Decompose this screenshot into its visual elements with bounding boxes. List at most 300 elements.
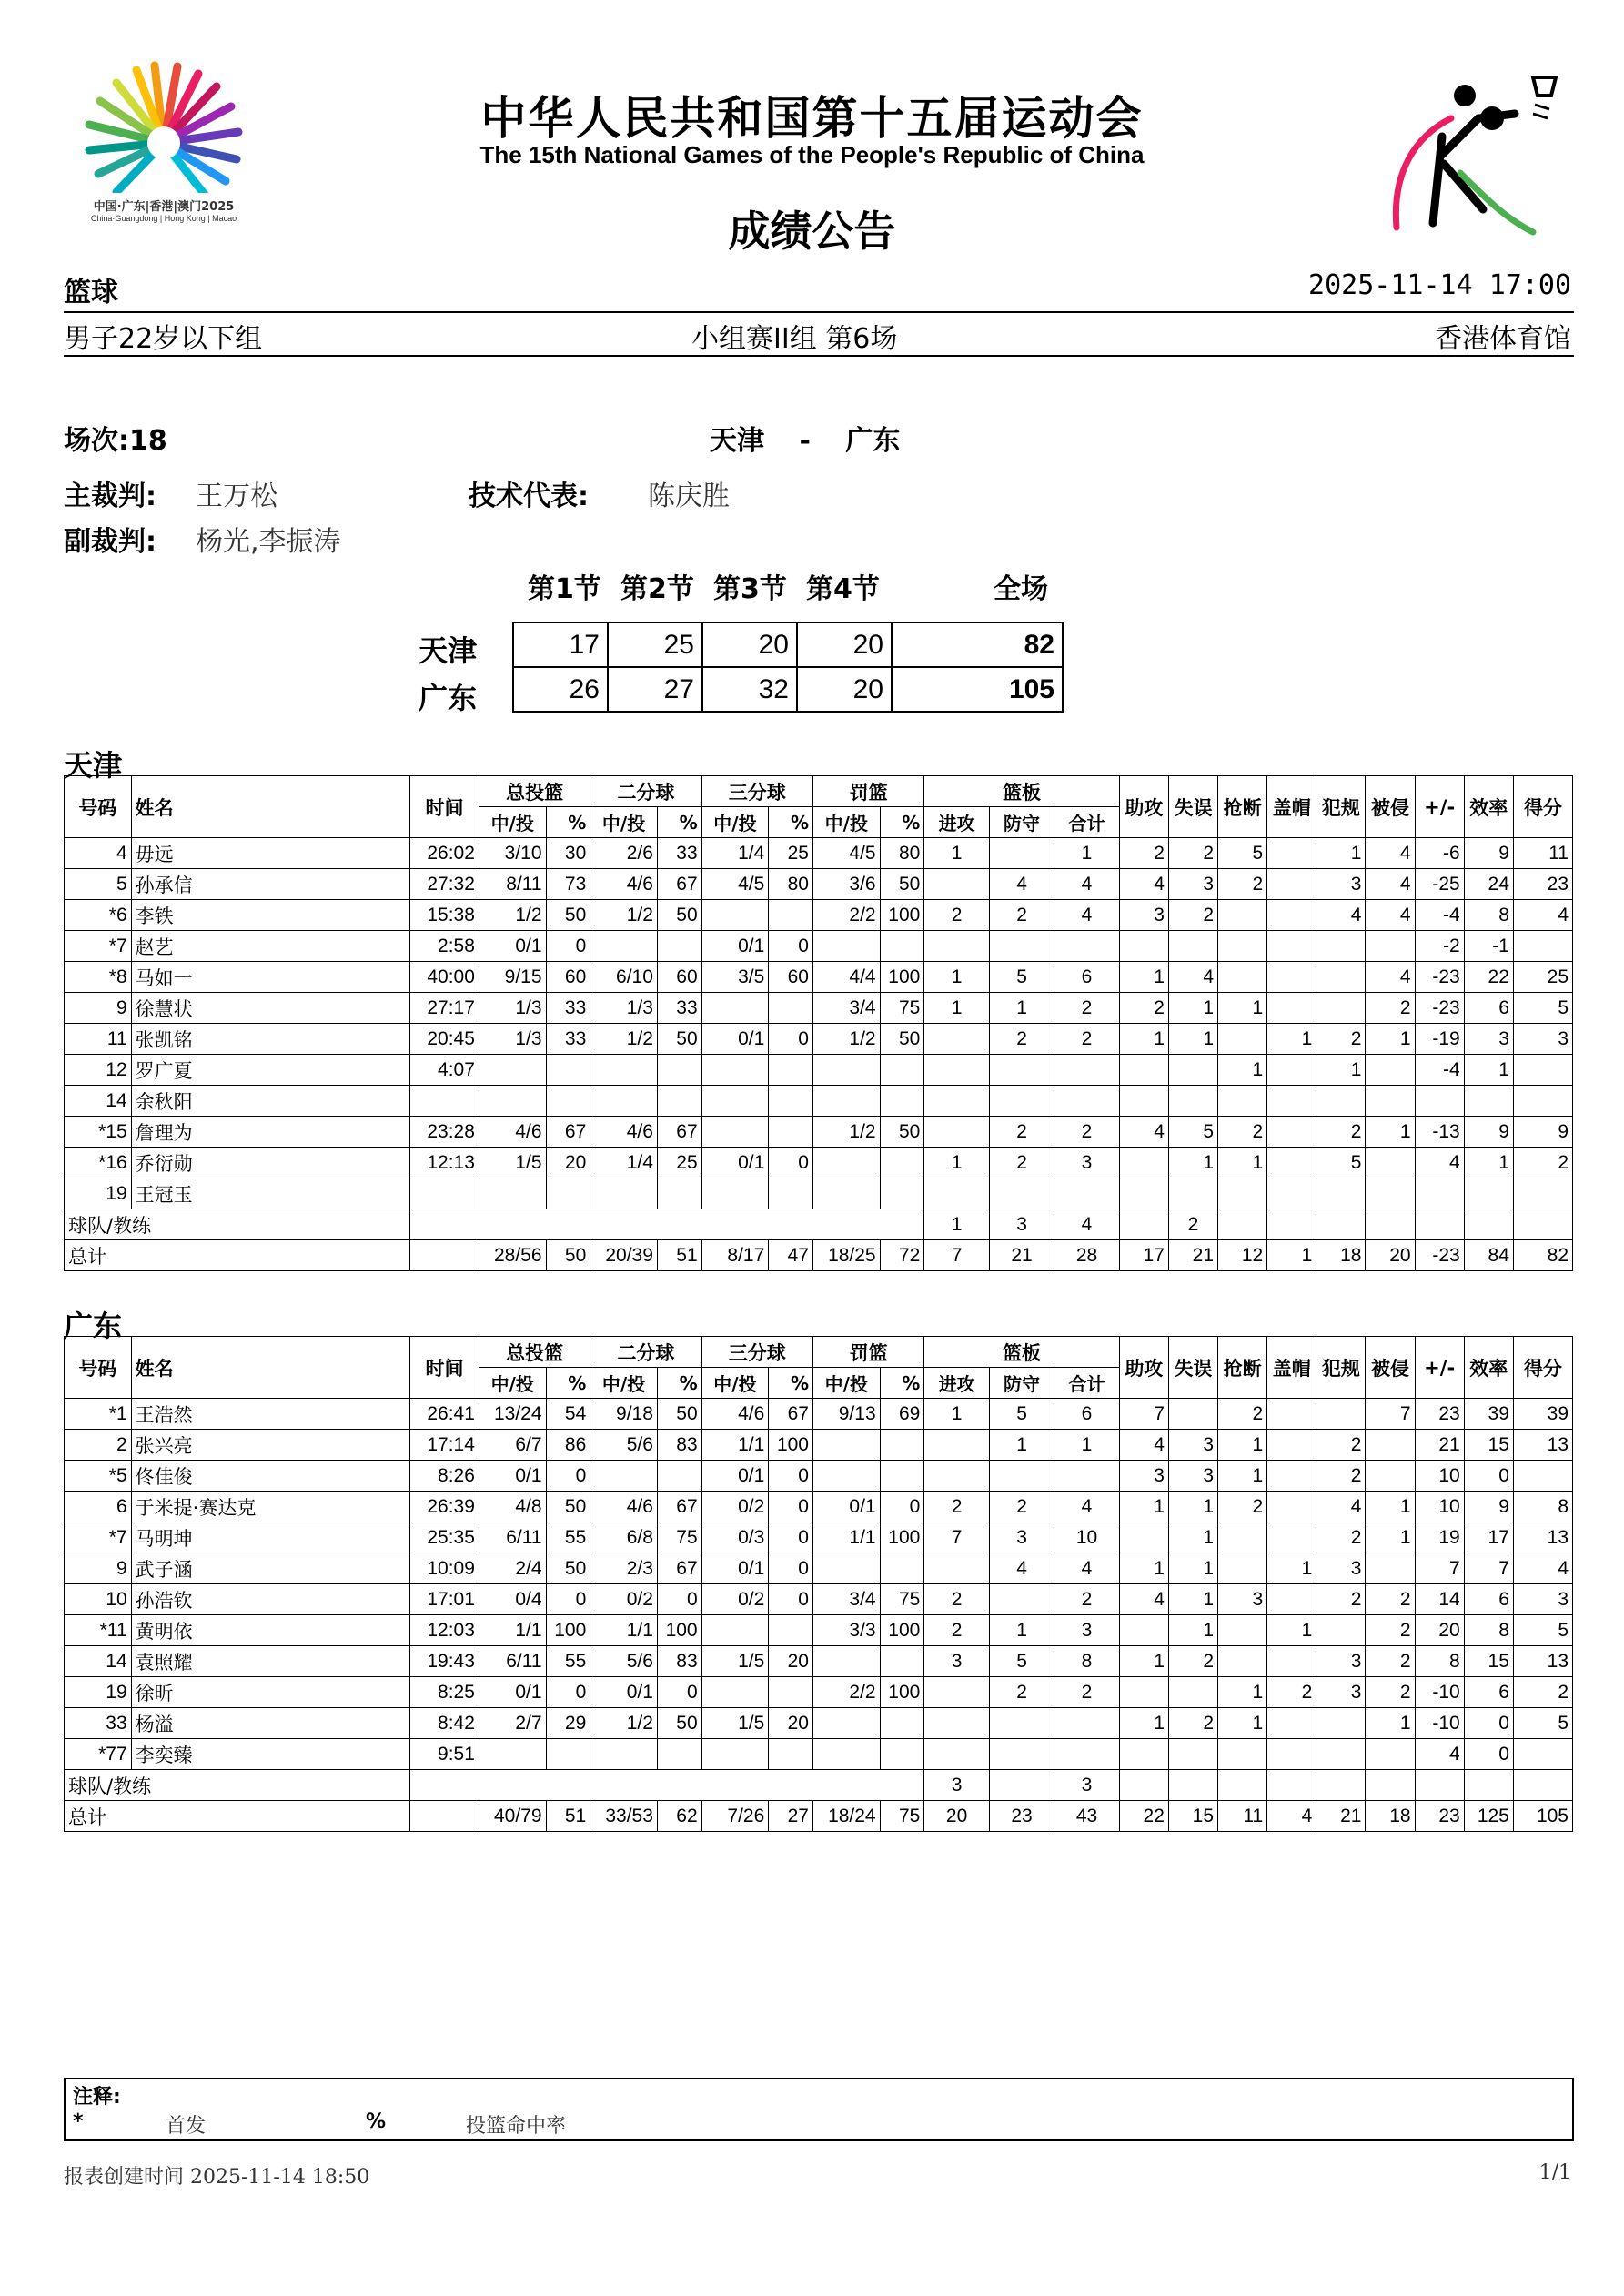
stat-cell bbox=[410, 1178, 479, 1209]
col-header-pm: +/- bbox=[1415, 776, 1464, 838]
stat-cell bbox=[590, 1086, 658, 1117]
stat-cell: 73 bbox=[546, 869, 590, 900]
stat-cell: 3 bbox=[1168, 869, 1217, 900]
stat-cell: 0 bbox=[769, 931, 813, 962]
stat-cell: 100 bbox=[657, 1615, 701, 1646]
quarter-row-away bbox=[513, 667, 1063, 712]
col-header-made-att: 中/投 bbox=[701, 1368, 769, 1399]
stat-cell: 1 bbox=[1464, 1055, 1513, 1086]
stat-cell bbox=[1119, 1148, 1168, 1178]
player-row bbox=[65, 1055, 1573, 1086]
quarter-score: 20 bbox=[797, 667, 892, 712]
stat-cell: 6 bbox=[1054, 1399, 1119, 1430]
stat-cell bbox=[1267, 900, 1316, 931]
team-name-away: 广东 bbox=[64, 1309, 123, 1343]
stat-cell: 0 bbox=[1464, 1708, 1513, 1739]
player-name: 王冠玉 bbox=[131, 1178, 409, 1209]
stat-cell: 2 bbox=[989, 900, 1054, 931]
stat-cell: 4 bbox=[1119, 1584, 1168, 1615]
umpires: 杨光,李振涛 bbox=[196, 526, 341, 558]
total-cell: 20 bbox=[924, 1801, 989, 1832]
quarter-score: 25 bbox=[608, 622, 702, 667]
stat-cell bbox=[1366, 1739, 1415, 1770]
stat-cell bbox=[812, 931, 880, 962]
total-cell: 28 bbox=[1054, 1240, 1119, 1271]
stat-cell bbox=[989, 1708, 1054, 1739]
stat-cell bbox=[479, 1739, 546, 1770]
stat-cell bbox=[1513, 1461, 1572, 1492]
total-cell: 18/25 bbox=[812, 1240, 880, 1271]
stat-cell: 39 bbox=[1513, 1399, 1572, 1430]
stat-cell: 6 bbox=[1054, 962, 1119, 993]
stat-cell: 0 bbox=[769, 1461, 813, 1492]
total-cell: 21 bbox=[1316, 1801, 1366, 1832]
stat-cell: 7 bbox=[1415, 1553, 1464, 1584]
stat-cell bbox=[924, 1055, 989, 1086]
stat-cell bbox=[1316, 962, 1366, 993]
stat-cell: 15 bbox=[1464, 1646, 1513, 1677]
stat-cell: 2/4 bbox=[479, 1553, 546, 1584]
stat-cell: 4 bbox=[1316, 900, 1366, 931]
stat-cell bbox=[1218, 1770, 1267, 1801]
stat-cell: 1/4 bbox=[590, 1148, 658, 1178]
stat-cell: 4 bbox=[1366, 962, 1415, 993]
player-name: 乔衍勋 bbox=[131, 1148, 409, 1178]
stat-cell bbox=[812, 1739, 880, 1770]
team-name-home: 天津 bbox=[64, 748, 123, 783]
stat-cell: 1 bbox=[1316, 1055, 1366, 1086]
stat-cell bbox=[701, 1739, 769, 1770]
stat-cell bbox=[880, 1708, 924, 1739]
stat-cell: 50 bbox=[657, 1024, 701, 1055]
player-row bbox=[65, 1553, 1573, 1584]
stat-cell: 3/10 bbox=[479, 838, 546, 869]
stat-cell bbox=[1267, 931, 1316, 962]
stat-cell bbox=[1513, 1086, 1572, 1117]
stat-cell: 1 bbox=[989, 1615, 1054, 1646]
stat-cell bbox=[1054, 1461, 1119, 1492]
stat-cell: 1 bbox=[1366, 1708, 1415, 1739]
stat-cell: 83 bbox=[657, 1646, 701, 1677]
stat-cell: 0/4 bbox=[479, 1584, 546, 1615]
stat-cell: 100 bbox=[880, 1677, 924, 1708]
team-assists bbox=[1119, 1770, 1168, 1801]
stat-cell: 2 bbox=[1316, 1117, 1366, 1148]
stat-cell: 27:32 bbox=[410, 869, 479, 900]
stat-cell: 50 bbox=[657, 1399, 701, 1430]
stat-cell: 4 bbox=[1054, 1553, 1119, 1584]
stat-cell: 7 bbox=[1464, 1553, 1513, 1584]
col-header-def: 防守 bbox=[989, 1368, 1054, 1399]
stat-cell: 26:02 bbox=[410, 838, 479, 869]
stat-cell: 5 bbox=[1513, 1615, 1572, 1646]
player-row bbox=[65, 1584, 1573, 1615]
player-name: 孙承信 bbox=[131, 869, 409, 900]
col-header-rebounds: 篮板 bbox=[924, 776, 1119, 807]
stat-cell bbox=[1316, 1708, 1366, 1739]
stat-cell: 1/2 bbox=[812, 1024, 880, 1055]
stat-cell: 2 bbox=[924, 1492, 989, 1522]
col-header-pct: % bbox=[657, 1368, 701, 1399]
stat-cell: 2 bbox=[1366, 1584, 1415, 1615]
stat-cell: 0/1 bbox=[479, 1461, 546, 1492]
stat-cell: 1 bbox=[1119, 1646, 1168, 1677]
stat-cell: 10 bbox=[1054, 1522, 1119, 1553]
total-cell: 27 bbox=[769, 1801, 813, 1832]
player-number: *5 bbox=[65, 1461, 132, 1492]
chief-referee-label: 主裁判: bbox=[64, 480, 156, 512]
player-number: 5 bbox=[65, 869, 132, 900]
stat-cell: 0/1 bbox=[701, 1461, 769, 1492]
stat-cell: 2 bbox=[1054, 993, 1119, 1024]
stat-cell bbox=[1119, 1178, 1168, 1209]
stat-cell bbox=[479, 1086, 546, 1117]
stat-cell: 2 bbox=[1218, 869, 1267, 900]
header-row bbox=[65, 1337, 1573, 1368]
stat-cell bbox=[880, 1739, 924, 1770]
stat-cell: 1/2 bbox=[590, 1024, 658, 1055]
stat-cell bbox=[590, 1739, 658, 1770]
stat-cell bbox=[924, 1086, 989, 1117]
stat-cell: 1 bbox=[1267, 1615, 1316, 1646]
player-number: *1 bbox=[65, 1399, 132, 1430]
col-header-ft: 罚篮 bbox=[812, 1337, 923, 1368]
stat-cell bbox=[701, 1117, 769, 1148]
stat-cell: 3 bbox=[924, 1646, 989, 1677]
stat-cell: 1/5 bbox=[701, 1646, 769, 1677]
stat-cell bbox=[812, 1461, 880, 1492]
stat-cell: 2/3 bbox=[590, 1553, 658, 1584]
stat-cell: 4 bbox=[989, 869, 1054, 900]
col-header-fd: 被侵 bbox=[1366, 776, 1415, 838]
stat-cell: 1 bbox=[1054, 838, 1119, 869]
player-number: 19 bbox=[65, 1677, 132, 1708]
stat-cell: -6 bbox=[1415, 838, 1464, 869]
stat-cell: 26:41 bbox=[410, 1399, 479, 1430]
stat-cell: 10 bbox=[1415, 1461, 1464, 1492]
stat-cell: 1 bbox=[1168, 1553, 1217, 1584]
team-def-rebounds bbox=[989, 1770, 1054, 1801]
stat-cell bbox=[812, 1055, 880, 1086]
stat-cell: 1 bbox=[924, 1399, 989, 1430]
stat-cell: 12:03 bbox=[410, 1615, 479, 1646]
stat-cell: 5 bbox=[989, 962, 1054, 993]
stat-cell bbox=[989, 931, 1054, 962]
stat-cell: 4 bbox=[1316, 1492, 1366, 1522]
stat-cell bbox=[657, 1461, 701, 1492]
stat-cell: 22 bbox=[1464, 962, 1513, 993]
stat-cell bbox=[479, 1055, 546, 1086]
stat-cell bbox=[880, 1178, 924, 1209]
stat-cell: 1 bbox=[1267, 1553, 1316, 1584]
player-number: 9 bbox=[65, 993, 132, 1024]
stat-cell bbox=[1316, 1086, 1366, 1117]
player-name: 徐昕 bbox=[131, 1677, 409, 1708]
stat-cell: 14 bbox=[1415, 1584, 1464, 1615]
stat-cell: -23 bbox=[1415, 962, 1464, 993]
stat-cell bbox=[590, 931, 658, 962]
team-coach-row bbox=[65, 1209, 1573, 1240]
total-cell: 18 bbox=[1316, 1240, 1366, 1271]
stat-cell: 0 bbox=[769, 1148, 813, 1178]
stat-cell: 15 bbox=[1464, 1430, 1513, 1461]
col-header-pm: +/- bbox=[1415, 1337, 1464, 1399]
stat-cell: 2 bbox=[924, 900, 989, 931]
player-row bbox=[65, 962, 1573, 993]
stat-cell: 75 bbox=[880, 1584, 924, 1615]
stat-cell: -2 bbox=[1415, 931, 1464, 962]
stat-cell: 6 bbox=[1464, 993, 1513, 1024]
stat-cell: 3 bbox=[1218, 1584, 1267, 1615]
col-header-name: 姓名 bbox=[131, 1337, 409, 1399]
stat-cell: 6 bbox=[1464, 1677, 1513, 1708]
stat-cell: 20:45 bbox=[410, 1024, 479, 1055]
stat-cell: 3 bbox=[1316, 1646, 1366, 1677]
stat-cell bbox=[1218, 1615, 1267, 1646]
stat-cell: 1 bbox=[1218, 993, 1267, 1024]
stat-cell: 25 bbox=[657, 1148, 701, 1178]
total-cell: 23 bbox=[989, 1801, 1054, 1832]
stat-cell: 1/2 bbox=[590, 900, 658, 931]
stat-cell bbox=[989, 1055, 1054, 1086]
stat-cell: 4 bbox=[1513, 1553, 1572, 1584]
stat-cell: 5 bbox=[1218, 838, 1267, 869]
stat-cell bbox=[989, 1178, 1054, 1209]
player-name: 李铁 bbox=[131, 900, 409, 931]
stat-cell: -1 bbox=[1464, 931, 1513, 962]
stat-cell: 75 bbox=[657, 1522, 701, 1553]
stat-cell: 2/7 bbox=[479, 1708, 546, 1739]
stat-cell bbox=[1513, 1055, 1572, 1086]
player-name: 马如一 bbox=[131, 962, 409, 993]
stat-cell: 50 bbox=[880, 1117, 924, 1148]
quarter-score: 27 bbox=[608, 667, 702, 712]
stat-cell bbox=[1218, 1178, 1267, 1209]
stat-cell: 1 bbox=[924, 962, 989, 993]
stat-cell: 0 bbox=[769, 1024, 813, 1055]
stat-cell: 0/1 bbox=[479, 931, 546, 962]
stat-cell: 1 bbox=[1119, 962, 1168, 993]
stat-cell: 8/11 bbox=[479, 869, 546, 900]
stat-cell bbox=[1119, 1086, 1168, 1117]
stat-cell: 4 bbox=[1366, 869, 1415, 900]
notes-label: 注释: bbox=[73, 2086, 121, 2109]
stat-cell bbox=[1316, 993, 1366, 1024]
stat-cell bbox=[1464, 1209, 1513, 1240]
stat-cell: 60 bbox=[546, 962, 590, 993]
stat-cell bbox=[1119, 931, 1168, 962]
stat-cell: 2 bbox=[1119, 993, 1168, 1024]
games-logo bbox=[73, 56, 255, 223]
stat-cell bbox=[410, 1801, 479, 1832]
stat-cell bbox=[1218, 1209, 1267, 1240]
stat-cell: 1/5 bbox=[479, 1148, 546, 1178]
player-name: 黄明依 bbox=[131, 1615, 409, 1646]
stat-cell bbox=[1513, 1739, 1572, 1770]
tech-delegate: 陈庆胜 bbox=[648, 480, 730, 512]
stat-cell: 50 bbox=[546, 900, 590, 931]
stat-cell: 1/2 bbox=[590, 1708, 658, 1739]
stat-cell: 23 bbox=[1415, 1399, 1464, 1430]
stat-cell bbox=[1218, 1024, 1267, 1055]
stat-cell bbox=[1119, 1677, 1168, 1708]
col-header-3pt: 三分球 bbox=[701, 776, 812, 807]
total-cell: 47 bbox=[769, 1240, 813, 1271]
stat-cell: 17 bbox=[1464, 1522, 1513, 1553]
player-row bbox=[65, 993, 1573, 1024]
col-header-made-att: 中/投 bbox=[812, 807, 880, 838]
stat-cell bbox=[1119, 1615, 1168, 1646]
player-row bbox=[65, 1739, 1573, 1770]
stat-cell: 1 bbox=[1119, 1492, 1168, 1522]
total-cell: 43 bbox=[1054, 1801, 1119, 1832]
stat-cell bbox=[1267, 1055, 1316, 1086]
stat-cell bbox=[1366, 1178, 1415, 1209]
stat-cell: 2 bbox=[1119, 838, 1168, 869]
stat-cell: 3 bbox=[1119, 900, 1168, 931]
stat-cell bbox=[1267, 1178, 1316, 1209]
stat-cell: 19 bbox=[1415, 1522, 1464, 1553]
stat-cell: 7 bbox=[1119, 1399, 1168, 1430]
stat-cell: 1 bbox=[989, 1430, 1054, 1461]
player-row bbox=[65, 1086, 1573, 1117]
stat-cell: 8 bbox=[1415, 1646, 1464, 1677]
stat-cell bbox=[812, 1178, 880, 1209]
event-category: 男子22岁以下组 bbox=[64, 323, 263, 355]
stat-cell: 3 bbox=[1464, 1024, 1513, 1055]
stat-cell: 0 bbox=[546, 931, 590, 962]
player-number: 19 bbox=[65, 1178, 132, 1209]
stat-cell: 55 bbox=[546, 1522, 590, 1553]
col-header-pts: 得分 bbox=[1513, 1337, 1572, 1399]
stat-cell: 2 bbox=[1168, 838, 1217, 869]
stat-cell bbox=[924, 1430, 989, 1461]
stat-cell bbox=[1267, 962, 1316, 993]
stat-cell: 2 bbox=[1054, 1117, 1119, 1148]
stat-cell: 3 bbox=[1168, 1430, 1217, 1461]
quarter-score: 17 bbox=[513, 622, 608, 667]
col-header-ft: 罚篮 bbox=[812, 776, 923, 807]
stat-cell: 67 bbox=[657, 1553, 701, 1584]
stat-cell bbox=[590, 1055, 658, 1086]
stat-cell: 1 bbox=[1119, 1708, 1168, 1739]
stat-cell: 0/1 bbox=[812, 1492, 880, 1522]
team-turnovers bbox=[1168, 1770, 1217, 1801]
player-row bbox=[65, 1615, 1573, 1646]
player-row bbox=[65, 1178, 1573, 1209]
stat-cell bbox=[1415, 1770, 1464, 1801]
total-cell: -23 bbox=[1415, 1240, 1464, 1271]
quarter-total: 82 bbox=[892, 622, 1063, 667]
total-cell: 125 bbox=[1464, 1801, 1513, 1832]
stat-cell: 5/6 bbox=[590, 1430, 658, 1461]
header-row bbox=[65, 776, 1573, 807]
stat-cell bbox=[701, 1055, 769, 1086]
stat-cell bbox=[989, 838, 1054, 869]
total-cell: 22 bbox=[1119, 1801, 1168, 1832]
stat-cell: 0/2 bbox=[701, 1584, 769, 1615]
stat-cell: 3 bbox=[1316, 869, 1366, 900]
stat-cell: 8 bbox=[1054, 1646, 1119, 1677]
stat-cell: 3 bbox=[1513, 1584, 1572, 1615]
col-header-pct: % bbox=[546, 1368, 590, 1399]
stat-cell bbox=[1218, 1086, 1267, 1117]
stat-cell: 1 bbox=[1054, 1430, 1119, 1461]
tech-delegate-label: 技术代表: bbox=[469, 480, 589, 512]
stat-cell: 2 bbox=[989, 1492, 1054, 1522]
stat-cell: 50 bbox=[546, 1492, 590, 1522]
team-off-rebounds: 3 bbox=[924, 1770, 989, 1801]
col-header-name: 姓名 bbox=[131, 776, 409, 838]
stat-cell: 13/24 bbox=[479, 1399, 546, 1430]
stat-cell: 10 bbox=[1415, 1492, 1464, 1522]
stat-cell: 4/6 bbox=[479, 1117, 546, 1148]
stat-cell bbox=[1267, 1492, 1316, 1522]
quarter-header-total: 全场 bbox=[994, 573, 1048, 605]
quarter-header-1: 第1节 bbox=[528, 573, 601, 605]
stat-cell bbox=[1267, 1708, 1316, 1739]
stat-cell: 4/6 bbox=[701, 1399, 769, 1430]
col-header-3pt: 三分球 bbox=[701, 1337, 812, 1368]
stat-cell bbox=[769, 1739, 813, 1770]
matchup-home: 天津 bbox=[710, 425, 764, 457]
col-header-blk: 盖帽 bbox=[1267, 776, 1316, 838]
stat-cell: 2 bbox=[1366, 1677, 1415, 1708]
stat-cell bbox=[701, 900, 769, 931]
total-cell: 62 bbox=[657, 1801, 701, 1832]
stat-cell bbox=[657, 1178, 701, 1209]
total-cell: 20 bbox=[1366, 1240, 1415, 1271]
total-cell: 8/17 bbox=[701, 1240, 769, 1271]
stat-cell: 20 bbox=[769, 1646, 813, 1677]
stat-cell: 2 bbox=[1366, 993, 1415, 1024]
stat-cell: 11 bbox=[1513, 838, 1572, 869]
stat-cell: 13 bbox=[1513, 1430, 1572, 1461]
stat-cell: 60 bbox=[657, 962, 701, 993]
stat-cell: 3 bbox=[1054, 1615, 1119, 1646]
note-symbol: % bbox=[366, 2110, 387, 2133]
stat-cell bbox=[1366, 1086, 1415, 1117]
stat-cell: 0 bbox=[1464, 1739, 1513, 1770]
stat-cell: 0 bbox=[657, 1677, 701, 1708]
note-text: 首发 bbox=[166, 2115, 207, 2138]
stat-cell: 33 bbox=[657, 838, 701, 869]
stat-cell: 12:13 bbox=[410, 1148, 479, 1178]
stat-cell: 7 bbox=[1366, 1399, 1415, 1430]
col-header-tot: 合计 bbox=[1054, 1368, 1119, 1399]
stat-cell: 2:58 bbox=[410, 931, 479, 962]
stat-cell: 60 bbox=[769, 962, 813, 993]
stat-cell bbox=[1218, 962, 1267, 993]
stat-cell: 2 bbox=[924, 1615, 989, 1646]
stat-cell: 1 bbox=[1218, 1430, 1267, 1461]
stat-cell bbox=[1054, 1086, 1119, 1117]
stat-cell: 0 bbox=[546, 1584, 590, 1615]
stat-cell: 8:25 bbox=[410, 1677, 479, 1708]
player-row bbox=[65, 931, 1573, 962]
player-row bbox=[65, 900, 1573, 931]
stat-cell: -4 bbox=[1415, 900, 1464, 931]
stat-cell: 0/1 bbox=[701, 1148, 769, 1178]
total-cell: 7 bbox=[924, 1240, 989, 1271]
stat-cell bbox=[880, 1055, 924, 1086]
sport-name: 篮球 bbox=[64, 277, 118, 308]
stat-cell bbox=[769, 1117, 813, 1148]
stat-cell bbox=[812, 1430, 880, 1461]
stat-cell bbox=[924, 1178, 989, 1209]
team-tot-rebounds: 3 bbox=[1054, 1770, 1119, 1801]
stat-cell: 3/4 bbox=[812, 1584, 880, 1615]
